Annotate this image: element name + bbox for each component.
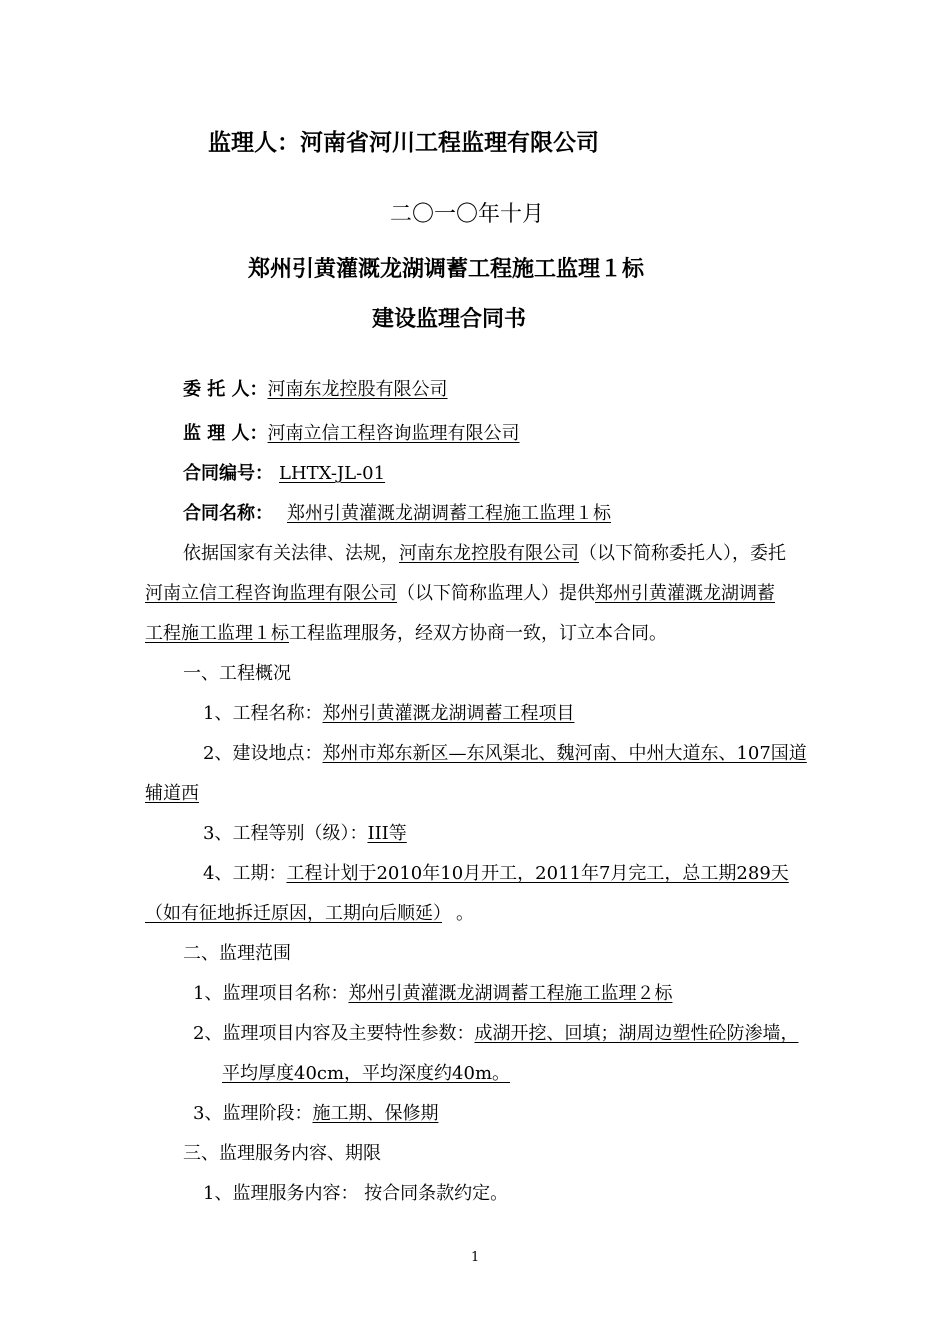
intro-line-2 — [145, 582, 775, 606]
schedule-value-cont: （如有征地拆迁原因，工期向后顺延） — [145, 903, 442, 924]
section-3-heading: 三、监理服务内容、期限 — [183, 1143, 381, 1164]
grade-value: III等 — [367, 823, 407, 844]
location-value-cont: 辅道西 — [145, 783, 199, 804]
intro-project: 工程施工监理１标 — [145, 623, 289, 644]
item-label: 2、建设地点： — [203, 743, 323, 764]
intro-text: （以下简称监理人）提供 — [397, 583, 595, 604]
contract-name-label: 合同名称： — [183, 503, 273, 524]
supervision-content-value: 成湖开挖、回填；湖周边塑性砼防渗墙， — [474, 1023, 799, 1044]
client-label: 委 托 人： — [183, 379, 268, 400]
client-value: 河南东龙控股有限公司 — [267, 379, 448, 400]
intro-text: 依据国家有关法律、法规， — [183, 543, 399, 564]
schedule-row — [203, 862, 789, 886]
contract-number-label: 合同编号： — [183, 463, 273, 484]
client-row — [183, 378, 448, 402]
schedule-value: 工程计划于2010年10月开工，2011年7月完工，总工期289天 — [286, 863, 789, 884]
schedule-row-cont — [145, 902, 474, 926]
intro-line-1 — [183, 542, 786, 566]
supervisor-heading: 监理人：河南省河川工程监理有限公司 — [208, 129, 599, 156]
item-label: 1、监理服务内容： — [203, 1183, 359, 1204]
item-label: 4、工期： — [203, 863, 287, 884]
document-title: 建设监理合同书 — [372, 306, 527, 332]
contract-number-value: LHTX-JL-01 — [279, 463, 386, 484]
supervision-project-row — [193, 982, 672, 1006]
intro-supervisor: 河南立信工程咨询监理有限公司 — [145, 583, 397, 604]
service-content-row — [203, 1182, 508, 1206]
project-name-row — [203, 702, 574, 726]
contract-date: 二〇一〇年十月 — [390, 202, 545, 227]
contract-name-row — [183, 502, 611, 526]
item-label: 3、工程等别（级）： — [203, 823, 368, 844]
section-1-heading: 一、工程概况 — [183, 663, 291, 684]
section-2-heading: 二、监理范围 — [183, 943, 291, 964]
supervision-project-value: 郑州引黄灌溉龙湖调蓄工程施工监理２标 — [348, 983, 673, 1004]
intro-project: 郑州引黄灌溉龙湖调蓄 — [595, 583, 775, 604]
item-label: 1、监理项目名称： — [193, 983, 349, 1004]
location-row-cont — [145, 782, 199, 806]
contract-number-row — [183, 462, 385, 486]
supervisor-value: 河南立信工程咨询监理有限公司 — [267, 423, 520, 444]
item-label: 1、工程名称： — [203, 703, 323, 724]
item-label: 2、监理项目内容及主要特性参数： — [193, 1023, 475, 1044]
supervision-content-row-cont — [222, 1062, 510, 1086]
supervisor-label: 监 理 人： — [183, 423, 268, 444]
project-title: 郑州引黄灌溉龙湖调蓄工程施工监理１标 — [248, 256, 645, 282]
supervisor-row — [183, 422, 520, 446]
intro-text: （以下简称委托人），委托 — [579, 543, 786, 564]
item-label: 3、监理阶段： — [193, 1103, 313, 1124]
page-number: 1 — [471, 1250, 480, 1265]
intro-line-3 — [145, 622, 667, 646]
intro-client: 河南东龙控股有限公司 — [399, 543, 579, 564]
location-row — [203, 742, 807, 766]
location-value: 郑州市郑东新区—东风渠北、魏河南、中州大道东、107国道 — [322, 743, 807, 764]
supervision-phase-row — [193, 1102, 438, 1126]
service-content-value: 按合同条款约定。 — [358, 1183, 509, 1204]
supervision-content-value-cont: 平均厚度40cm，平均深度约40m。 — [222, 1063, 511, 1084]
intro-text: 工程监理服务，经双方协商一致，订立本合同。 — [289, 623, 667, 644]
supervision-phase-value: 施工期、保修期 — [312, 1103, 439, 1124]
supervision-content-row — [193, 1022, 798, 1046]
grade-row — [203, 822, 407, 846]
punctuation: 。 — [456, 903, 474, 924]
contract-name-value: 郑州引黄灌溉龙湖调蓄工程施工监理１标 — [287, 503, 611, 524]
project-name-value: 郑州引黄灌溉龙湖调蓄工程项目 — [322, 703, 575, 724]
